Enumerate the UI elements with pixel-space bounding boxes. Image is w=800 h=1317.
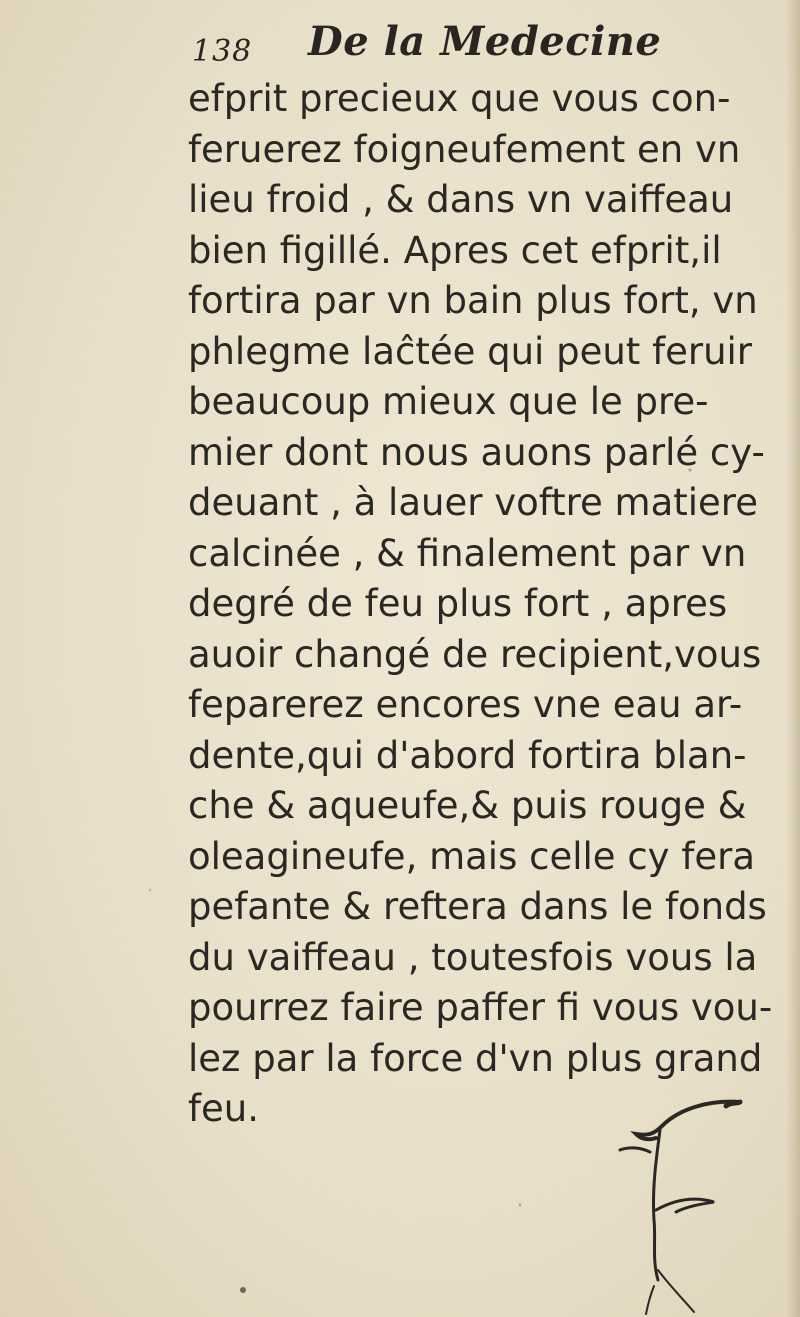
text-line: pourrez faire paffer fi vous vou- [188, 986, 773, 1029]
body-text [188, 74, 773, 1135]
tailpiece-flourish-icon [590, 1090, 770, 1317]
text-line: che & aqueufe,& puis rouge & [188, 784, 747, 827]
text-line: beaucoup mieux que le pre- [188, 380, 709, 423]
text-line: phlegme laĉtée qui peut feruir [188, 329, 753, 373]
page-number: 138 [192, 34, 253, 69]
text-line: degré de feu plus fort , apres [188, 582, 728, 625]
text-line: feparerez encores vne eau ar- [188, 683, 743, 726]
text-line: pefante & reftera dans le fonds [188, 885, 767, 928]
page-header [192, 14, 752, 74]
text-line: dente,qui d'abord fortira blan- [188, 733, 747, 777]
text-line: feruerez foigneufement en vn [188, 127, 741, 171]
text-line: oleagineufe, mais celle cy fera [188, 834, 755, 878]
text-line: lieu froid , & dans vn vaiffeau [188, 178, 734, 221]
text-line: feu. [188, 1087, 260, 1130]
text-line: du vaiffeau , toutesfois vous la [188, 935, 758, 979]
text-line: lez par la force d'vn plus grand [188, 1036, 763, 1080]
text-line: calcinée , & finalement par vn [188, 531, 747, 575]
text-line: mier dont nous auons parlé cy- [188, 430, 765, 474]
text-line: efprit precieux que vous con- [188, 77, 731, 120]
text-line: auoir changé de recipient,vous [188, 632, 762, 676]
text-line: deuant , à lauer voftre matiere [188, 481, 758, 524]
text-line: fortira par vn bain plus fort, vn [188, 279, 758, 322]
text-line: bien figillé. Apres cet efprit,il [188, 228, 722, 272]
running-head: De la Medecine [308, 18, 662, 65]
page-edge-shadow [786, 0, 800, 1317]
